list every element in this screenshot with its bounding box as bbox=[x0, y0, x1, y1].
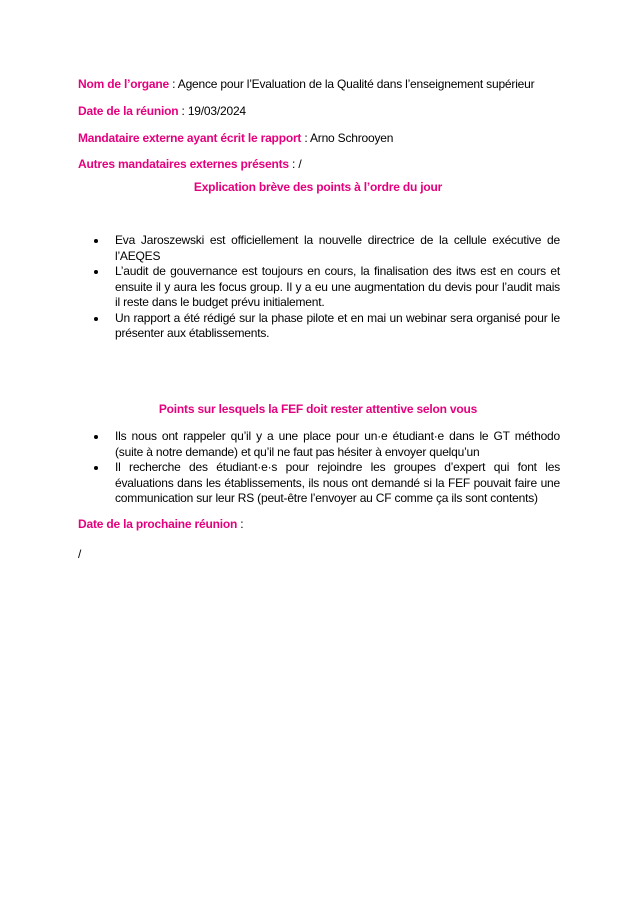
field-separator: : bbox=[178, 104, 188, 118]
list-item-text: Ils nous ont rappeler qu’il y a une place pour un·e étudiant·e dans le GT méthodo (suite à notre demande) et qu’il ne faut pas hésiter à envoyer quelqu’un bbox=[115, 429, 560, 459]
list-item-text: Eva Jaroszewski est officiellement la nouvelle directrice de la cellule exécutive de l’AEQES bbox=[115, 233, 560, 263]
section-heading-agenda: Explication brève des points à l’ordre du jour bbox=[193, 180, 443, 194]
section-heading-attention-points: Points sur lesquels la FEF doit rester attentive selon vous bbox=[158, 402, 478, 416]
field-separator: : bbox=[169, 77, 178, 91]
field-separator: : bbox=[288, 157, 299, 171]
list-item bbox=[78, 264, 560, 311]
list-item bbox=[78, 233, 560, 264]
field-report-author bbox=[78, 131, 393, 146]
field-label: Nom de l’organe bbox=[78, 77, 170, 91]
list-item bbox=[78, 429, 560, 460]
field-organ-name bbox=[78, 77, 534, 92]
bullet-icon bbox=[94, 270, 98, 274]
field-value: / bbox=[298, 157, 302, 171]
list-item bbox=[78, 311, 560, 342]
bullet-icon bbox=[94, 317, 98, 321]
next-meeting-value: / bbox=[78, 547, 82, 561]
list-item-text: Un rapport a été rédigé sur la phase pilote et en mai un webinar sera organisé pour le présenter aux établissements. bbox=[115, 310, 560, 340]
field-meeting-date bbox=[78, 104, 246, 119]
field-label: Date de la prochaine réunion bbox=[78, 517, 238, 531]
field-label: Mandataire externe ayant écrit le rapport bbox=[78, 131, 302, 145]
list-item bbox=[78, 460, 560, 507]
field-separator: : bbox=[301, 131, 310, 145]
field-value: Agence pour l’Evaluation de la Qualité dans l’enseignement supérieur bbox=[177, 77, 535, 91]
field-label: Date de la réunion bbox=[78, 104, 179, 118]
field-next-meeting bbox=[78, 517, 243, 532]
bullet-icon bbox=[94, 435, 98, 439]
bullet-icon bbox=[94, 466, 98, 470]
field-other-attendees bbox=[78, 157, 301, 172]
field-label: Autres mandataires externes présents bbox=[78, 157, 289, 171]
attention-points-list bbox=[78, 429, 560, 507]
list-item-text: Il recherche des étudiant·e·s pour rejoindre les groupes d’expert qui font les évaluations dans les établissements, ils nous ont demandé si la FEF pouvait faire une communication sur leur RS (peut-être l’envoyer au CF comme ça ils sont contents) bbox=[115, 460, 560, 505]
bullet-icon bbox=[94, 239, 98, 243]
list-item-text: L’audit de gouvernance est toujours en cours, la finalisation des itws est en cours et ensuite il y aura les focus group. Il y a eu une augmentation du devis pour l’audit mais il reste dans le budget prévu initialement. bbox=[115, 264, 560, 309]
field-separator: : bbox=[237, 517, 244, 531]
field-value: Arno Schrooyen bbox=[309, 131, 394, 145]
field-value: 19/03/2024 bbox=[187, 104, 246, 118]
agenda-points-list bbox=[78, 233, 560, 342]
